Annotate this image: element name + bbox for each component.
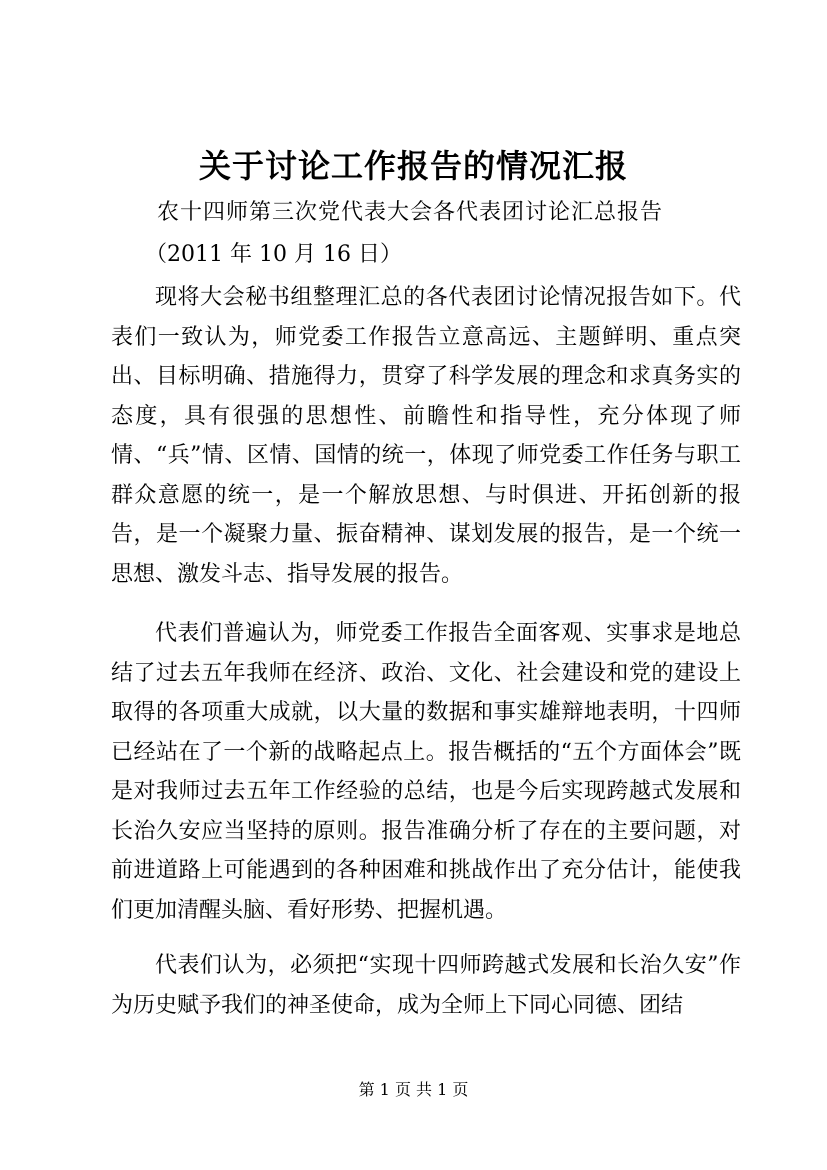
body-paragraph-1: 现将大会秘书组整理汇总的各代表团讨论情况报告如下。代表们一致认为，师党委工作报告立意高远、主题鲜明、重点突出、目标明确、措施得力，贯穿了科学发展的理念和求真务实的态度，具有很强的思想性、前瞻性和指导性，充分体现了师情、“兵”情、区情、国情的统一，体现了师党委工作任务与职工群众意愿的统一，是一个解放思想、与时俱进、开拓创新的报告，是一个凝聚力量、振奋精神、谋划发展的报告，是一个统一思想、激发斗志、指导发展的报告。 (111, 285, 741, 587)
document-date: （2011 年 10 月 16 日） (145, 242, 402, 267)
body-paragraph-2: 代表们普遍认为，师党委工作报告全面客观、实事求是地总结了过去五年我师在经济、政治、文化、社会建设和党的建设上取得的各项重大成就，以大量的数据和事实雄辩地表明，十四师已经站在了一个新的战略起点上。报告概括的“五个方面体会”既是对我师过去五年工作经验的总结，也是今后实现跨越式发展和长治久安应当坚持的原则。报告准确分析了存在的主要问题，对前进道路上可能遇到的各种困难和挑战作出了充分估计，能使我们更加清醒头脑、看好形势、把握机遇。 (111, 621, 741, 923)
document-title: 关于讨论工作报告的情况汇报 (198, 147, 628, 185)
body-paragraph-3: 代表们认为，必须把“实现十四师跨越式发展和长治久安”作为历史赋予我们的神圣使命，成为全师上下同心同德、团结 (111, 953, 741, 1018)
document-subtitle: 农十四师第三次党代表大会各代表团讨论汇总报告 (157, 200, 664, 225)
page-footer: 第 1 页 共 1 页 (358, 1080, 469, 1099)
